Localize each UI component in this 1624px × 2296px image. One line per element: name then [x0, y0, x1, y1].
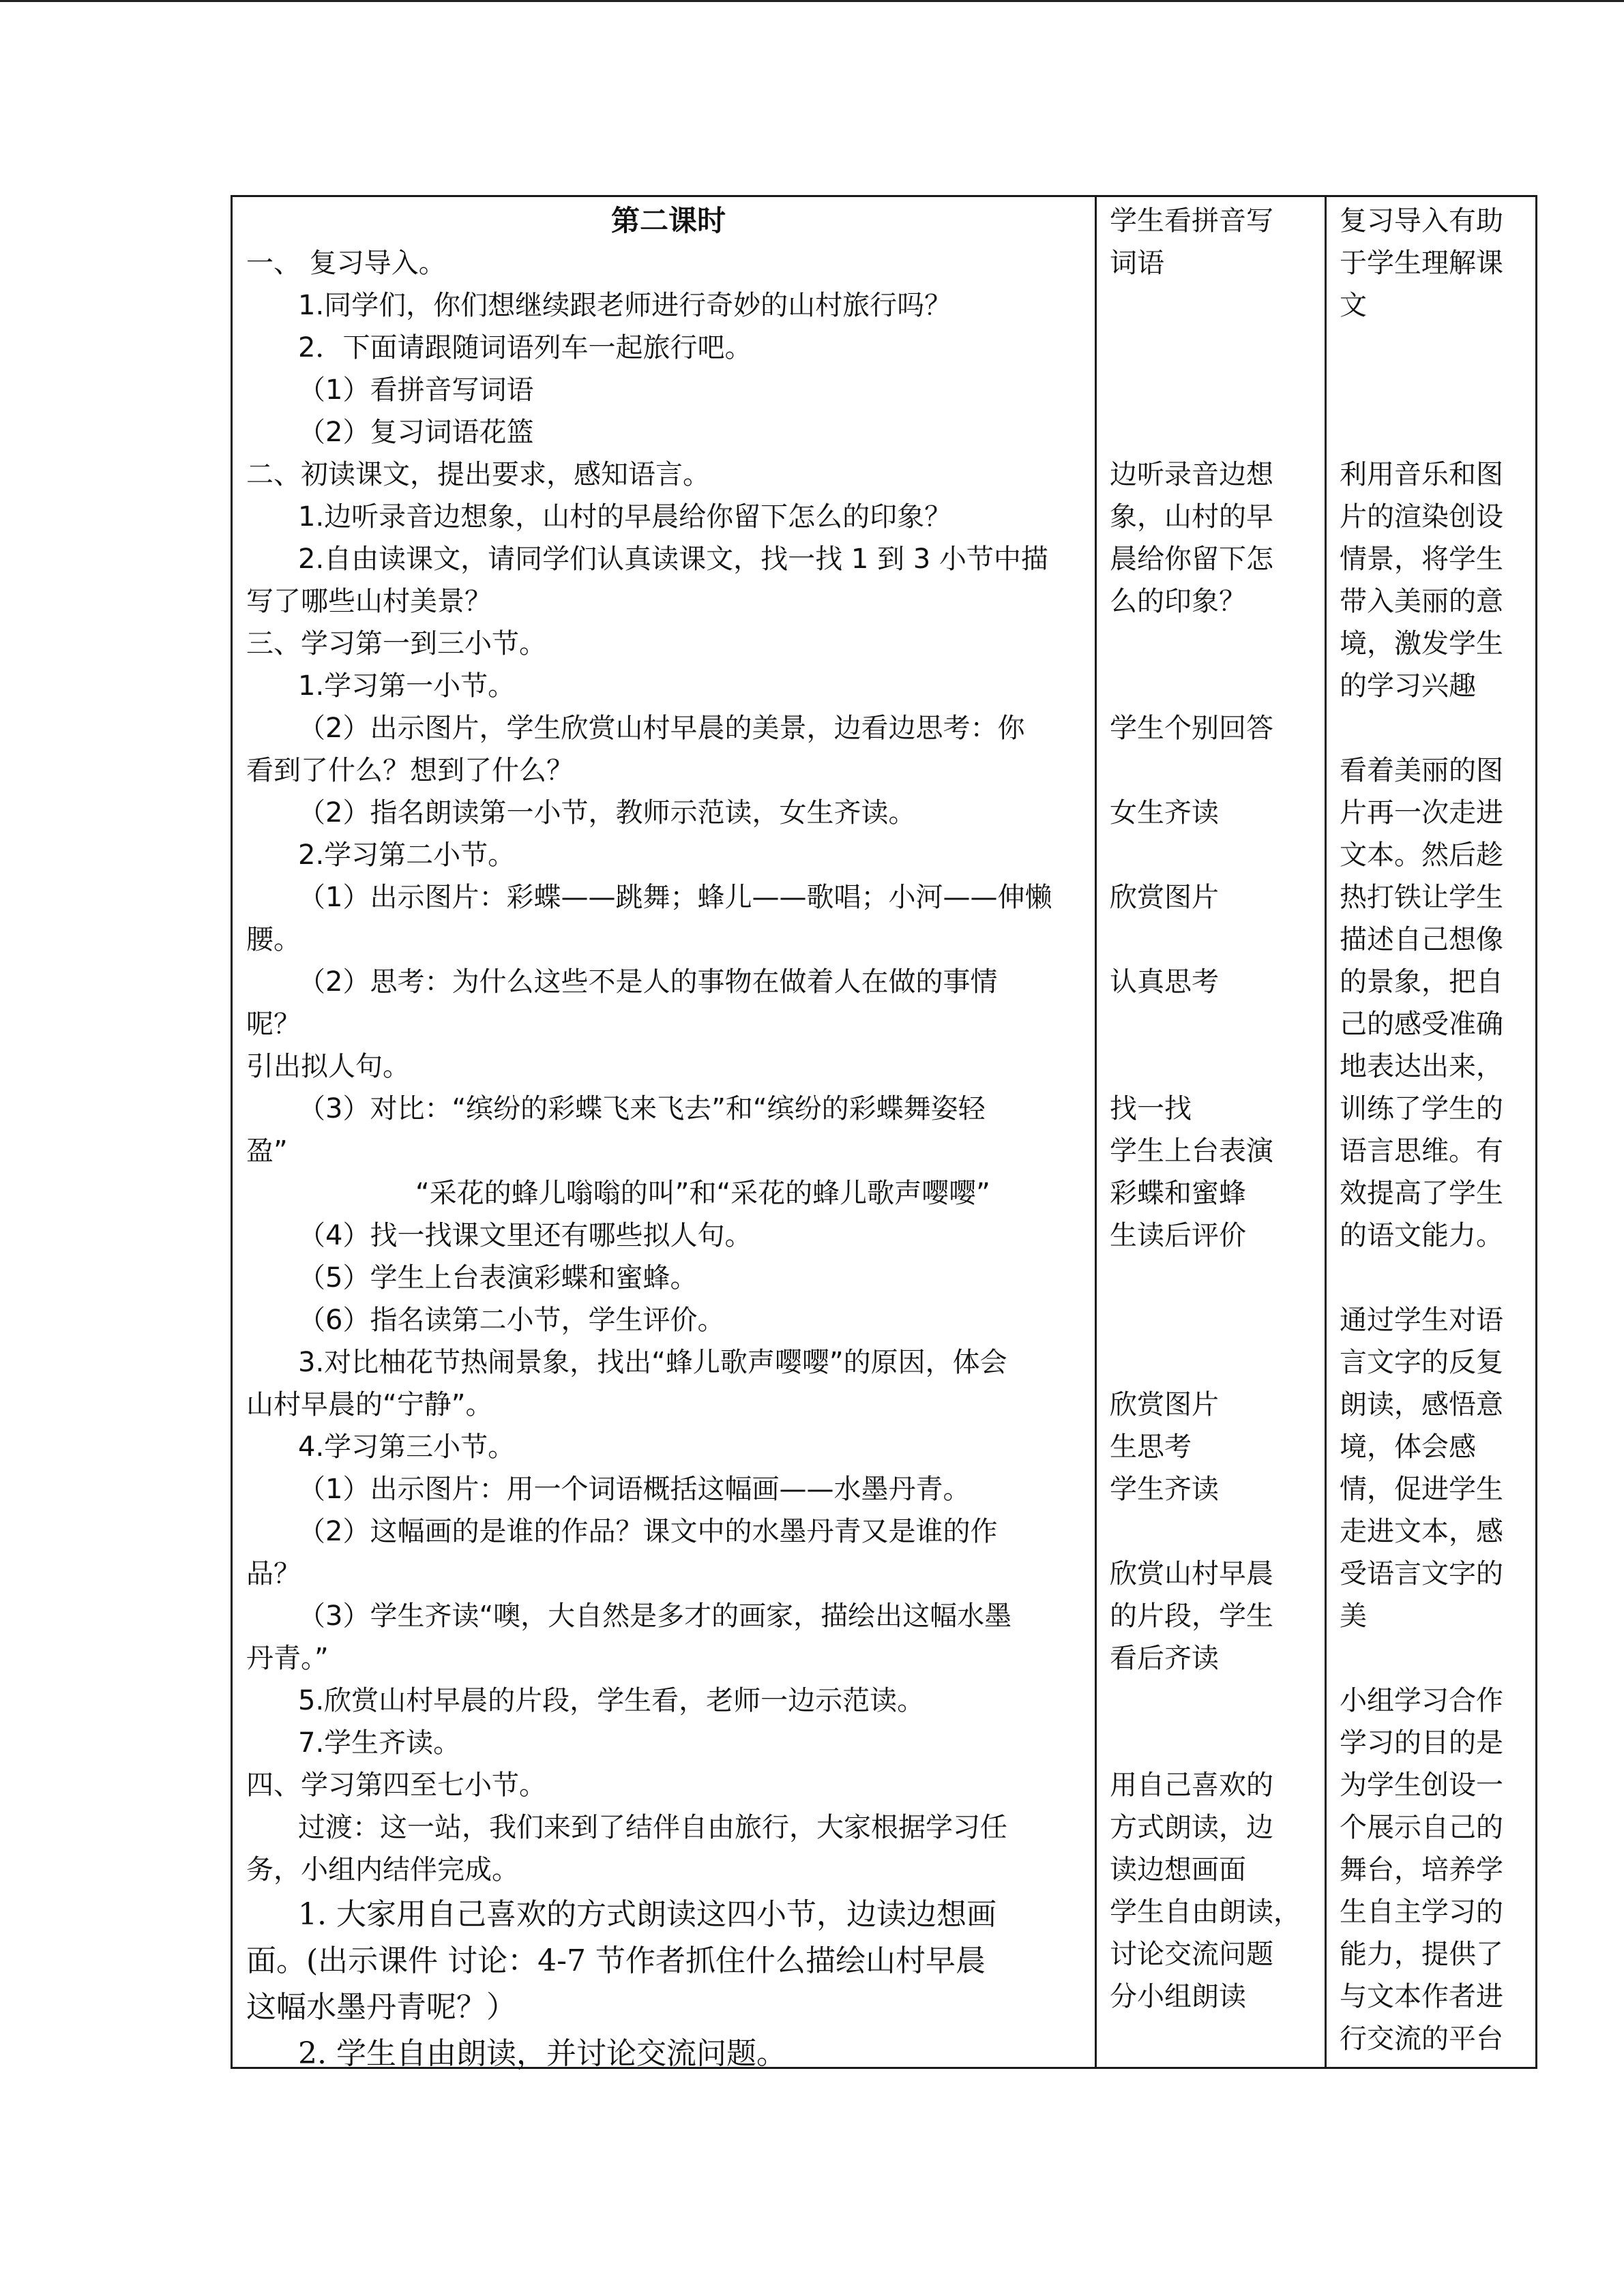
- design-purpose-line: 看着美丽的图: [1340, 755, 1503, 786]
- student-activity-line: 讨论交流问题: [1110, 1939, 1273, 1970]
- text-line: 1.学习第一小节。: [298, 670, 516, 702]
- design-purpose-line: 的景象，把自: [1340, 966, 1503, 998]
- design-purpose-line: 的语文能力。: [1340, 1220, 1503, 1251]
- design-purpose-line: 训练了学生的: [1340, 1093, 1503, 1124]
- text-line: （6）指名读第二小节，学生评价。: [298, 1304, 725, 1336]
- lesson-plan-table: [231, 195, 1537, 2069]
- text-line: （4）找一找课文里还有哪些拟人句。: [298, 1220, 752, 1251]
- student-activity-line: 晨给你留下怎: [1110, 543, 1273, 575]
- text-line: 写了哪些山村美景？: [246, 586, 492, 617]
- design-purpose-line: 通过学生对语: [1340, 1304, 1503, 1336]
- design-purpose-line: 学习的目的是: [1340, 1727, 1503, 1759]
- design-purpose-line: 片的渲染创设: [1340, 501, 1503, 533]
- text-line: 1. 大家用自己喜欢的方式朗读这四小节，边读边想画: [298, 1897, 996, 1932]
- text-line: 2. 学生自由朗读，并讨论交流问题。: [298, 2036, 786, 2071]
- student-activity-line: 象，山村的早: [1110, 501, 1273, 533]
- student-activity-line: 词语: [1110, 248, 1164, 279]
- design-purpose-line: 为学生创设一: [1340, 1770, 1503, 1801]
- text-line: （3）对比：“缤纷的彩蝶飞来飞去”和“缤纷的彩蝶舞姿轻: [298, 1093, 986, 1124]
- student-activity-line: 欣赏图片: [1110, 882, 1219, 913]
- text-line: 7.学生齐读。: [298, 1727, 461, 1759]
- student-activity-line: 读边想画面: [1110, 1854, 1246, 1885]
- text-line: 5.欣赏山村早晨的片段，学生看，老师一边示范读。: [298, 1685, 925, 1716]
- design-purpose-line: 情景，将学生: [1340, 543, 1503, 575]
- student-activity-line: 认真思考: [1110, 966, 1219, 998]
- design-purpose-line: 带入美丽的意: [1340, 586, 1503, 617]
- text-line: （2）复习词语花篮: [298, 417, 534, 448]
- text-line: 过渡：这一站，我们来到了结伴自由旅行，大家根据学习任: [298, 1812, 1007, 1843]
- student-activity-line: 边听录音边想: [1110, 459, 1273, 490]
- column-divider: [1095, 197, 1097, 2067]
- student-activity-line: 彩蝶和蜜蜂: [1110, 1178, 1246, 1209]
- design-purpose-line: 效提高了学生: [1340, 1178, 1503, 1209]
- text-line: 1.同学们，你们想继续跟老师进行奇妙的山村旅行吗？: [298, 290, 952, 321]
- text-line: 4.学习第三小节。: [298, 1431, 516, 1463]
- design-purpose-line: 行交流的平台: [1340, 2023, 1503, 2055]
- text-line: 1.边听录音边想象，山村的早晨给你留下怎么的印象？: [298, 501, 952, 533]
- text-line: 这幅水墨丹青呢？）: [246, 1990, 516, 2025]
- design-purpose-line: 走进文本，感: [1340, 1516, 1503, 1547]
- text-line: 2.自由读课文，请同学们认真读课文，找一找 1 到 3 小节中描: [298, 543, 1048, 575]
- section-heading: 一、 复习导入。: [246, 248, 446, 279]
- section-heading: 四、学习第四至七小节。: [246, 1770, 546, 1801]
- text-line: 呢？: [246, 1009, 301, 1040]
- design-purpose-line: 小组学习合作: [1340, 1685, 1503, 1716]
- section-heading: 三、学习第一到三小节。: [246, 628, 546, 659]
- text-line: （2）出示图片，学生欣赏山村早晨的美景，边看边思考：你: [298, 713, 1025, 744]
- page-top-border: [0, 0, 1624, 2]
- student-activity-line: 学生齐读: [1110, 1474, 1219, 1505]
- design-purpose-line: 利用音乐和图: [1340, 459, 1503, 490]
- design-purpose-line: 美: [1340, 1600, 1367, 1632]
- text-line: 3.对比柚花节热闹景象，找出“蜂儿歌声嘤嘤”的原因，体会: [298, 1347, 1007, 1378]
- text-line: （2）思考：为什么这些不是人的事物在做着人在做的事情: [298, 966, 998, 998]
- text-line: 2.学习第二小节。: [298, 839, 516, 871]
- design-purpose-line: 与文本作者进: [1340, 1981, 1503, 2012]
- design-purpose-line: 生自主学习的: [1340, 1896, 1503, 1928]
- student-activity-line: 欣赏山村早晨: [1110, 1558, 1273, 1590]
- text-line: 腰。: [246, 924, 301, 955]
- design-purpose-line: 境，体会感: [1340, 1431, 1476, 1463]
- text-line: （1）出示图片：用一个词语概括这幅画——水墨丹青。: [298, 1474, 971, 1505]
- text-line: 品？: [246, 1558, 301, 1590]
- design-purpose-line: 复习导入有助: [1340, 205, 1503, 237]
- design-purpose-line: 地表达出来，: [1340, 1051, 1503, 1082]
- design-purpose-line: 的学习兴趣: [1340, 670, 1476, 702]
- column-divider: [1325, 197, 1327, 2067]
- student-activity-line: 欣赏图片: [1110, 1389, 1219, 1420]
- text-line: （5）学生上台表演彩蝶和蜜蜂。: [298, 1262, 698, 1294]
- student-activity-line: 用自己喜欢的: [1110, 1770, 1273, 1801]
- design-purpose-line: 片再一次走进: [1340, 797, 1503, 829]
- text-line: 2．下面请跟随词语列车一起旅行吧。: [298, 332, 752, 363]
- text-line: 引出拟人句。: [246, 1051, 410, 1082]
- student-activity-line: 分小组朗读: [1110, 1981, 1246, 2012]
- text-line: “采花的蜂儿嗡嗡的叫”和“采花的蜂儿歌声嘤嘤”: [415, 1178, 990, 1209]
- design-purpose-line: 境，激发学生: [1340, 628, 1503, 659]
- text-line: 务，小组内结伴完成。: [246, 1854, 519, 1885]
- design-purpose-line: 于学生理解课: [1340, 248, 1503, 279]
- design-purpose-line: 个展示自己的: [1340, 1812, 1503, 1843]
- student-activity-line: 学生个别回答: [1110, 713, 1273, 744]
- design-purpose-line: 文本。然后趁: [1340, 839, 1503, 871]
- student-activity-line: 学生看拼音写: [1110, 205, 1273, 237]
- text-line: （3）学生齐读“噢，大自然是多才的画家，描绘出这幅水墨: [298, 1600, 1012, 1632]
- student-activity-line: 生思考: [1110, 1431, 1192, 1463]
- student-activity-line: 学生上台表演: [1110, 1135, 1273, 1167]
- student-activity-line: 生读后评价: [1110, 1220, 1246, 1251]
- text-line: 面。(出示课件 讨论：4-7 节作者抓住什么描绘山村早晨: [246, 1943, 986, 1978]
- student-activity-line: 的片段，学生: [1110, 1600, 1273, 1632]
- student-activity-line: 找一找: [1110, 1093, 1192, 1124]
- design-purpose-line: 情，促进学生: [1340, 1474, 1503, 1505]
- text-line: （1）看拼音写词语: [298, 374, 534, 406]
- lesson-title: 第二课时: [610, 204, 726, 237]
- student-activity-line: 么的印象？: [1110, 586, 1246, 617]
- text-line: 丹青。”: [246, 1643, 329, 1674]
- design-purpose-line: 舞台，培养学: [1340, 1854, 1503, 1885]
- text-line: 看到了什么？想到了什么？: [246, 755, 574, 786]
- design-purpose-line: 己的感受准确: [1340, 1009, 1503, 1040]
- text-line: 盈”: [246, 1135, 288, 1167]
- design-purpose-line: 能力，提供了: [1340, 1939, 1503, 1970]
- design-purpose-line: 朗读，感悟意: [1340, 1389, 1503, 1420]
- student-activity-line: 女生齐读: [1110, 797, 1219, 829]
- text-line: （1）出示图片：彩蝶——跳舞；蜂儿——歌唱；小河——伸懒: [298, 882, 1052, 913]
- student-activity-line: 方式朗读，边: [1110, 1812, 1273, 1843]
- design-purpose-line: 言文字的反复: [1340, 1347, 1503, 1378]
- design-purpose-line: 文: [1340, 290, 1367, 321]
- design-purpose-line: 受语言文字的: [1340, 1558, 1503, 1590]
- text-line: 山村早晨的“宁静”。: [246, 1389, 493, 1420]
- student-activity-line: 看后齐读: [1110, 1643, 1219, 1674]
- section-heading: 二、初读课文，提出要求，感知语言。: [246, 459, 710, 490]
- text-line: （2）指名朗读第一小节，教师示范读，女生齐读。: [298, 797, 916, 829]
- design-purpose-line: 语言思维。有: [1340, 1135, 1503, 1167]
- design-purpose-line: 热打铁让学生: [1340, 882, 1503, 913]
- text-line: （2）这幅画的是谁的作品？课文中的水墨丹青又是谁的作: [298, 1516, 998, 1547]
- design-purpose-line: 描述自己想像: [1340, 924, 1503, 955]
- student-activity-line: 学生自由朗读，: [1110, 1896, 1301, 1928]
